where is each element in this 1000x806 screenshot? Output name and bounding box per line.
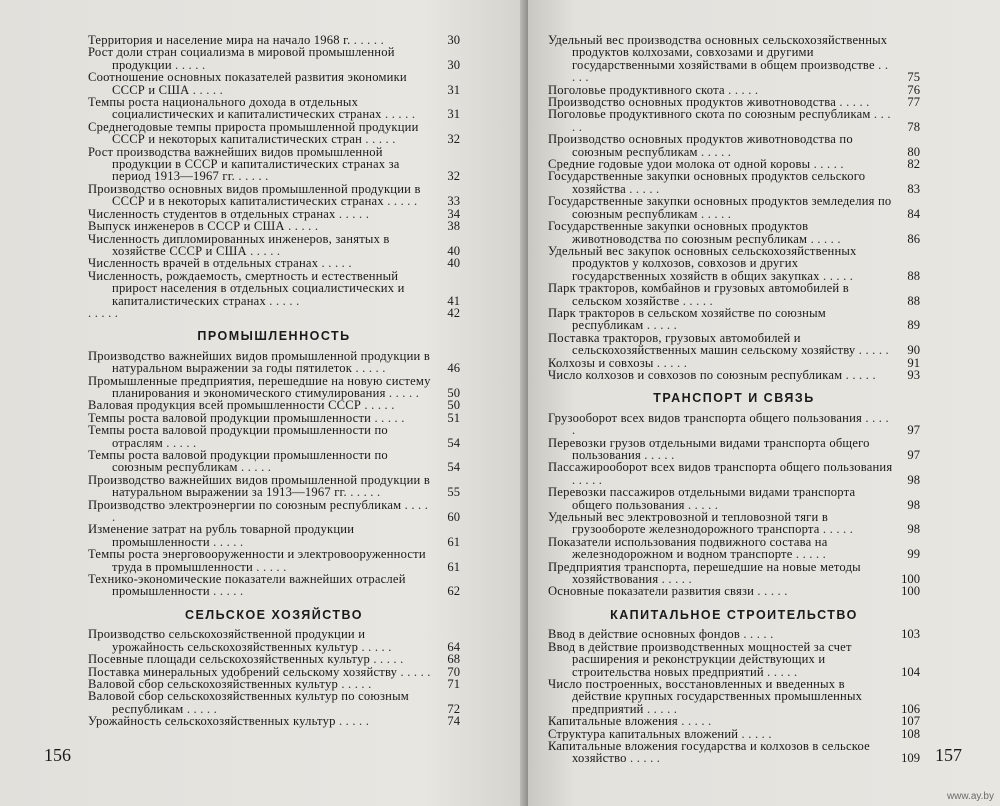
toc-entry-page: 76 bbox=[907, 82, 920, 97]
toc-entry-title: Грузооборот всех видов транспорта общего пользования . . . bbox=[548, 412, 894, 437]
toc-entry bbox=[88, 375, 460, 400]
toc-entry-title: Государственные закупки основных продуктов земледелия по союзным республикам . . . bbox=[548, 195, 894, 220]
toc-entry bbox=[548, 740, 920, 765]
toc-entry-page: 72 bbox=[447, 701, 460, 716]
toc-entry-page: 40 bbox=[447, 256, 460, 271]
toc-entry-title: Ввод в действие производственных мощностей за счет расширения и реконструкции действующих и строительства новых предприятий . . . bbox=[548, 641, 894, 678]
toc-entry-title: Производство важнейших видов промышленной продукции в натуральном выражении за годы пятилеток . . . bbox=[88, 350, 434, 375]
toc-entry-title: Валовой сбор сельскохозяйственных культур по союзным республикам . . . bbox=[88, 690, 434, 715]
toc-entry-page: 31 bbox=[447, 82, 460, 97]
toc-entry-title: Темпы роста валовой продукции промышленности по отраслям . . . bbox=[88, 424, 434, 449]
toc-entry bbox=[88, 653, 460, 665]
toc-entry-title: Численность дипломированных инженеров, занятых в хозяйстве СССР и США . . . bbox=[88, 233, 434, 258]
toc-entry-page: 77 bbox=[907, 95, 920, 110]
toc-entry-title: Ввод в действие основных фондов . . . bbox=[548, 628, 894, 640]
toc-entry-page: 42 bbox=[447, 305, 460, 320]
toc-entry-page: 80 bbox=[907, 144, 920, 159]
toc-entry bbox=[548, 628, 920, 640]
toc-entry bbox=[548, 561, 920, 586]
page-number: 156 bbox=[44, 745, 71, 765]
toc-entry-page: 99 bbox=[907, 547, 920, 562]
toc-entry bbox=[88, 499, 460, 524]
toc-entry-page: 78 bbox=[907, 119, 920, 134]
toc-entry-title: Промышленные предприятия, перешедшие на новую систему планирования и экономического стимулирования . . . bbox=[88, 375, 434, 400]
toc-entry-title: Государственные закупки основных продуктов животноводства по союзным республикам . . . bbox=[548, 220, 894, 245]
toc-entry-title: Темпы роста валовой продукции промышленности . . . bbox=[88, 412, 434, 424]
toc-entry bbox=[548, 170, 920, 195]
toc-entry-page: 84 bbox=[907, 206, 920, 221]
toc-entry-title: Число колхозов и совхозов по союзным республикам . . . bbox=[548, 369, 894, 381]
toc-entry-title: Валовая продукция всей промышленности СССР . . . bbox=[88, 399, 434, 411]
toc-entry-page: 91 bbox=[907, 355, 920, 370]
toc-entry-title: Производство важнейших видов промышленной продукции в натуральном выражении за 1913—1967 гг. . . . bbox=[88, 474, 434, 499]
toc-entry bbox=[548, 412, 920, 437]
toc-entry-page: 38 bbox=[447, 219, 460, 234]
toc-entry-title: Производство сельскохозяйственной продукции и урожайность сельскохозяйственных культур . . . bbox=[88, 628, 434, 653]
toc-entry-page: 88 bbox=[907, 268, 920, 283]
toc-entry-page: 83 bbox=[907, 181, 920, 196]
toc-entry-page: 93 bbox=[907, 367, 920, 382]
toc-entry-title: Основные показатели развития связи . . . bbox=[548, 585, 894, 597]
toc-entry bbox=[548, 108, 920, 133]
toc-entry-title: Численность, рождаемость, смертность и естественный прирост населения в отдельных социалистических и капиталистических странах . . . bbox=[88, 270, 434, 307]
toc-entry-title: Посевные площади сельскохозяйственных культур . . . bbox=[88, 653, 434, 665]
toc-entry-page: 82 bbox=[907, 157, 920, 172]
toc-entry-page: 55 bbox=[447, 485, 460, 500]
toc-entry bbox=[88, 96, 460, 121]
section-heading: ТРАНСПОРТ И СВЯЗЬ bbox=[653, 391, 815, 406]
toc-entry-title: Парк тракторов в сельском хозяйстве по союзным республикам . . . bbox=[548, 307, 894, 332]
toc-entry-title: Удельный вес электровозной и тепловозной тяги в грузообороте железнодорожного транспорта . . . bbox=[548, 511, 894, 536]
toc-entry-title: Число построенных, восстановленных и введенных в действие крупных государственных промышленных предприятий . . . bbox=[548, 678, 894, 715]
toc-entry-title: Соотношение основных показателей развития экономики СССР и США . . . bbox=[88, 71, 434, 96]
toc-entry-title: Изменение затрат на рубль товарной продукции промышленности . . . bbox=[88, 523, 434, 548]
toc-entry-title: Поставка минеральных удобрений сельскому хозяйству . . . bbox=[88, 666, 434, 678]
toc-entry-page: 61 bbox=[447, 559, 460, 574]
toc-entry-title: Валовой сбор сельскохозяйственных культур . . . bbox=[88, 678, 434, 690]
toc-entry bbox=[548, 511, 920, 536]
toc-entry-page: 89 bbox=[907, 318, 920, 333]
toc-entry bbox=[548, 641, 920, 678]
toc-entry-page: 64 bbox=[447, 639, 460, 654]
toc-entry bbox=[548, 34, 920, 84]
toc-entry-title: Парк тракторов, комбайнов и грузовых автомобилей в сельском хозяйстве . . . bbox=[548, 282, 894, 307]
toc-entry bbox=[88, 548, 460, 573]
toc-entry-page: 108 bbox=[901, 726, 920, 741]
section-heading: КАПИТАЛЬНОЕ СТРОИТЕЛЬСТВО bbox=[610, 607, 858, 622]
toc-entry bbox=[88, 474, 460, 499]
toc-entry-title: Численность врачей в отдельных странах . . . bbox=[88, 257, 434, 269]
toc-entry-title: Поголовье продуктивного скота . . . bbox=[548, 84, 894, 96]
toc-entry bbox=[548, 461, 920, 486]
toc-entry bbox=[88, 257, 460, 269]
toc-entry-page: 34 bbox=[447, 206, 460, 221]
toc-entry-title: Колхозы и совхозы . . . bbox=[548, 357, 894, 369]
toc-entry-page: 51 bbox=[447, 410, 460, 425]
section-heading: СЕЛЬСКОЕ ХОЗЯЙСТВО bbox=[184, 607, 363, 622]
toc-entry-title: Показатели использования подвижного состава на железнодорожном и водном транспорте . . . bbox=[548, 536, 894, 561]
toc-entry-title: Темпы роста национального дохода в отдельных социалистических и капиталистических странах . . . bbox=[88, 96, 434, 121]
toc-entry bbox=[548, 195, 920, 220]
toc-entry bbox=[548, 307, 920, 332]
toc-entry-title: Перевозки грузов отдельными видами транспорта общего пользования . . . bbox=[548, 437, 894, 462]
toc-entry-title bbox=[88, 307, 434, 319]
toc-entry-page: 100 bbox=[901, 584, 920, 599]
toc-entry-title: Капитальные вложения государства и колхозов в сельское хозяйство . . . bbox=[548, 740, 894, 765]
toc-entry bbox=[88, 71, 460, 96]
toc-entry-title: Государственные закупки основных продуктов сельского хозяйства . . . bbox=[548, 170, 894, 195]
toc-entry bbox=[88, 146, 460, 183]
toc-entry-title: Структура капитальных вложений . . . bbox=[548, 728, 894, 740]
toc-entry bbox=[548, 486, 920, 511]
toc-entry-page: 106 bbox=[901, 701, 920, 716]
toc-entry-title: Производство основных продуктов животноводства по союзным республикам . . . bbox=[548, 133, 894, 158]
toc-entry bbox=[548, 437, 920, 462]
toc-entry-page: 50 bbox=[447, 385, 460, 400]
toc-entry bbox=[88, 424, 460, 449]
toc-entry bbox=[548, 715, 920, 727]
section-heading: ПРОМЫШЛЕННОСТЬ bbox=[197, 329, 351, 344]
toc-entry-title: Выпуск инженеров в СССР и США . . . bbox=[88, 220, 434, 232]
toc-entry bbox=[548, 133, 920, 158]
toc-entry bbox=[88, 233, 460, 258]
toc-entry bbox=[88, 715, 460, 727]
toc-entry-title: Поставка тракторов, грузовых автомобилей и сельскохозяйственных машин сельскому хозяйству . . . bbox=[548, 332, 894, 357]
toc-entry-title: Территория и население мира на начало 1968 г. . . . bbox=[88, 34, 434, 46]
toc-entry bbox=[88, 449, 460, 474]
toc-entry-page: 90 bbox=[907, 343, 920, 358]
watermark: www.ay.by bbox=[946, 791, 994, 802]
toc-entry-title: Пассажирооборот всех видов транспорта общего пользования . . . bbox=[548, 461, 894, 486]
toc-entry-page: 86 bbox=[907, 231, 920, 246]
toc-entry-page: 97 bbox=[907, 423, 920, 438]
toc-entry-page: 104 bbox=[901, 664, 920, 679]
toc-entry-title: Поголовье продуктивного скота по союзным республикам . . . bbox=[548, 108, 894, 133]
toc-entry-title: Удельный вес производства основных сельскохозяйственных продуктов колхозами, совхозами и другими государственными хозяйствами в общем производстве . . . bbox=[548, 34, 894, 84]
toc-entry-page: 107 bbox=[901, 714, 920, 729]
toc-entry-page: 100 bbox=[901, 572, 920, 587]
toc-entry bbox=[88, 523, 460, 548]
toc-entry-page: 97 bbox=[907, 448, 920, 462]
toc-entry-page: 60 bbox=[447, 510, 460, 525]
toc-entry-page: 40 bbox=[447, 243, 460, 258]
toc-entry-page: 50 bbox=[447, 398, 460, 413]
toc-entry-page: 75 bbox=[907, 70, 920, 85]
toc-entry-page: 98 bbox=[907, 472, 920, 487]
toc-entry-title: Рост производства важнейших видов промышленной продукции в СССР и капиталистических странах за период 1913—1967 гг. . . . bbox=[88, 146, 434, 183]
toc-entry-title: Темпы роста энерговооруженности и электровооруженности труда в промышленности . . . bbox=[88, 548, 434, 573]
toc-entry-page: 30 bbox=[447, 33, 460, 47]
toc-entry-title: Урожайность сельскохозяйственных культур . . . bbox=[88, 715, 434, 727]
toc-entry-page: 62 bbox=[447, 584, 460, 599]
toc-entry-page: 98 bbox=[907, 522, 920, 537]
toc-entry-page: 109 bbox=[901, 751, 920, 766]
toc-entry-title: Производство основных видов промышленной продукции в СССР и в некоторых капиталистических странах . . . bbox=[88, 183, 434, 208]
toc-entry-page: 88 bbox=[907, 293, 920, 308]
toc-entry-title: Капитальные вложения . . . bbox=[548, 715, 894, 727]
toc-entry bbox=[88, 121, 460, 146]
toc-entry bbox=[88, 46, 460, 71]
toc-entry-page: 32 bbox=[447, 132, 460, 147]
toc-entry-page: 103 bbox=[901, 627, 920, 642]
toc-entry bbox=[88, 220, 460, 232]
toc-column-right bbox=[548, 34, 920, 765]
toc-entry bbox=[548, 245, 920, 282]
toc-entry bbox=[548, 585, 920, 597]
toc-entry-page: 54 bbox=[447, 435, 460, 450]
toc-entry-title: Среднегодовые темпы прироста промышленной продукции СССР и некоторых капиталистических стран . . . bbox=[88, 121, 434, 146]
toc-entry-page: 41 bbox=[447, 293, 460, 308]
toc-entry-page: 71 bbox=[447, 676, 460, 691]
toc-entry-title: Предприятия транспорта, перешедшие на новые методы хозяйствования . . . bbox=[548, 561, 894, 586]
toc-entry bbox=[548, 678, 920, 715]
toc-entry bbox=[88, 307, 460, 319]
toc-entry bbox=[88, 183, 460, 208]
toc-entry-page: 32 bbox=[447, 169, 460, 184]
toc-entry bbox=[88, 573, 460, 598]
toc-entry bbox=[548, 282, 920, 307]
toc-entry bbox=[88, 270, 460, 307]
toc-entry-title: Рост доли стран социализма в мировой промышленной продукции . . . bbox=[88, 46, 434, 71]
toc-entry bbox=[548, 369, 920, 381]
toc-entry bbox=[548, 220, 920, 245]
right-page bbox=[528, 0, 1000, 806]
toc-entry-title: Удельный вес закупок основных сельскохозяйственных продуктов у колхозов, совхозов и других государственных хозяйств в общих закупках . . . bbox=[548, 245, 894, 282]
toc-entry bbox=[88, 350, 460, 375]
toc-entry-page: 46 bbox=[447, 361, 460, 376]
toc-entry bbox=[548, 536, 920, 561]
toc-entry bbox=[548, 332, 920, 357]
toc-entry-page: 98 bbox=[907, 497, 920, 512]
toc-entry-title: Численность студентов в отдельных странах . . . bbox=[88, 208, 434, 220]
toc-column-left bbox=[88, 34, 460, 728]
toc-entry-title: Технико-экономические показатели важнейших отраслей промышленности . . . bbox=[88, 573, 434, 598]
toc-entry-title: Перевозки пассажиров отдельными видами транспорта общего пользования . . . bbox=[548, 486, 894, 511]
toc-entry-title: Производство электроэнергии по союзным республикам . . . bbox=[88, 499, 434, 524]
toc-entry-page: 33 bbox=[447, 194, 460, 209]
toc-entry-title: Средние годовые удои молока от одной коровы . . . bbox=[548, 158, 894, 170]
toc-entry-page: 61 bbox=[447, 534, 460, 549]
toc-entry-page: 74 bbox=[447, 714, 460, 729]
toc-entry bbox=[88, 690, 460, 715]
toc-entry-page: 70 bbox=[447, 664, 460, 679]
toc-entry bbox=[88, 628, 460, 653]
toc-entry-page: 30 bbox=[447, 57, 460, 72]
page-number: 157 bbox=[935, 745, 962, 765]
toc-entry-page: 54 bbox=[447, 460, 460, 475]
toc-entry-page: 31 bbox=[447, 107, 460, 122]
toc-entry-title: Темпы роста валовой продукции промышленности по союзным республикам . . . bbox=[88, 449, 434, 474]
toc-entry bbox=[88, 399, 460, 411]
toc-entry-page: 68 bbox=[447, 652, 460, 667]
toc-entry-title: Производство основных продуктов животноводства . . . bbox=[548, 96, 894, 108]
